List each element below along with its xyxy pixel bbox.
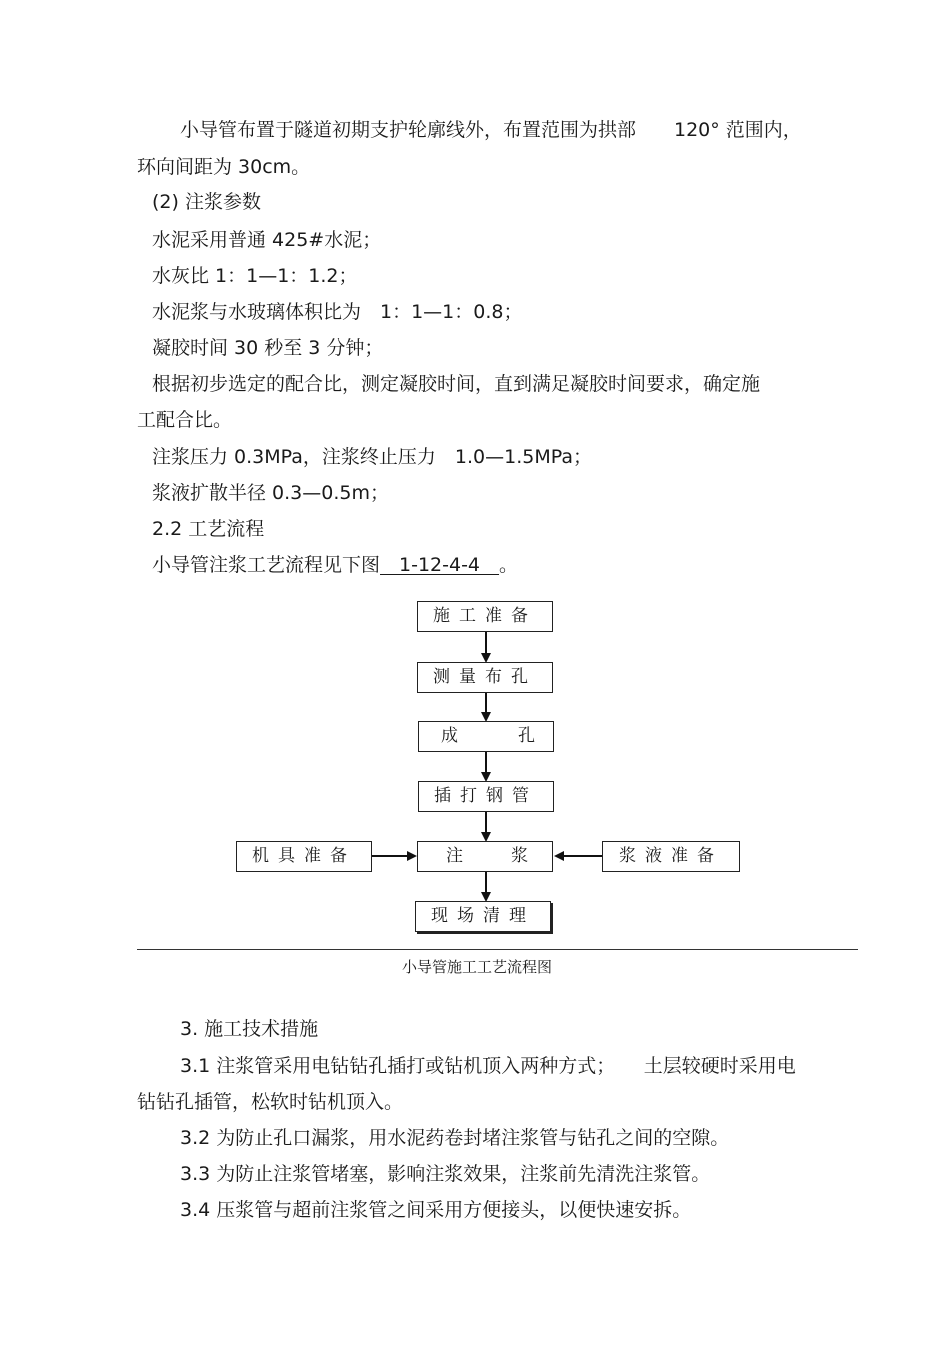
para-layout: 小导管布置于隧道初期支护轮廓线外，布置范围为拱部 120° 范围内， bbox=[180, 119, 802, 141]
flow-step-drill bbox=[418, 721, 554, 752]
figure-divider bbox=[137, 949, 858, 950]
figure-ref: 1-12-4-4 bbox=[380, 554, 500, 576]
para-mix-cont: 工配合比。 bbox=[137, 409, 233, 431]
flow-step-slurry: 浆液准备 bbox=[602, 841, 740, 872]
para-3-1-cont: 钻钻孔插管，松软时钻机顶入。 bbox=[137, 1091, 404, 1113]
para-3-1: 3.1 注浆管采用电钻钻孔插打或钻机顶入两种方式； 土层较硬时采用电 bbox=[180, 1055, 796, 1077]
para-3-3: 3.3 为防止注浆管堵塞，影响注浆效果，注浆前先清洗注浆管。 bbox=[180, 1163, 711, 1185]
para-volume-ratio: 水泥浆与水玻璃体积比为 1：1—1：0.8； bbox=[152, 301, 523, 323]
para-radius: 浆液扩散半径 0.3—0.5m； bbox=[152, 482, 389, 504]
para-3-4: 3.4 压浆管与超前注浆管之间采用方便接头，以便快速安拆。 bbox=[180, 1199, 692, 1221]
heading-grout-params: (2) 注浆参数 bbox=[152, 191, 261, 213]
flow-step-measure: 测量布孔 bbox=[417, 662, 553, 693]
flow-step-grout-a: 注 bbox=[446, 846, 463, 866]
para-pressure: 注浆压力 0.3MPa，注浆终止压力 1.0—1.5MPa； bbox=[152, 446, 592, 468]
para-layout-cont: 环向间距为 30cm。 bbox=[137, 156, 311, 178]
flow-step-drill-b: 孔 bbox=[518, 726, 535, 746]
para-cement: 水泥采用普通 425#水泥； bbox=[152, 229, 382, 251]
heading-section-3: 3. 施工技术措施 bbox=[180, 1018, 319, 1040]
figure-caption: 小导管施工工艺流程图 bbox=[402, 958, 553, 976]
heading-process: 2.2 工艺流程 bbox=[152, 518, 265, 540]
flow-step-grout bbox=[417, 841, 553, 872]
flow-step-drill-a: 成 bbox=[441, 726, 458, 746]
flow-step-equipment: 机具准备 bbox=[236, 841, 372, 872]
flow-step-insert: 插打钢管 bbox=[418, 781, 554, 812]
para-water-cement: 水灰比 1：1—1：1.2； bbox=[152, 265, 358, 287]
flow-step-grout-b: 浆 bbox=[511, 846, 528, 866]
para-mix: 根据初步选定的配合比，测定凝胶时间，直到满足凝胶时间要求，确定施 bbox=[152, 373, 761, 395]
flow-step-prepare: 施工准备 bbox=[417, 601, 553, 632]
para-process-ref-end: 。 bbox=[499, 554, 519, 576]
para-gel-time: 凝胶时间 30 秒至 3 分钟； bbox=[152, 337, 384, 359]
para-3-2: 3.2 为防止孔口漏浆，用水泥药卷封堵注浆管与钻孔之间的空隙。 bbox=[180, 1127, 730, 1149]
para-process-ref-text: 小导管注浆工艺流程见下图 bbox=[152, 554, 381, 576]
flow-step-cleanup: 现场清理 bbox=[415, 901, 551, 932]
